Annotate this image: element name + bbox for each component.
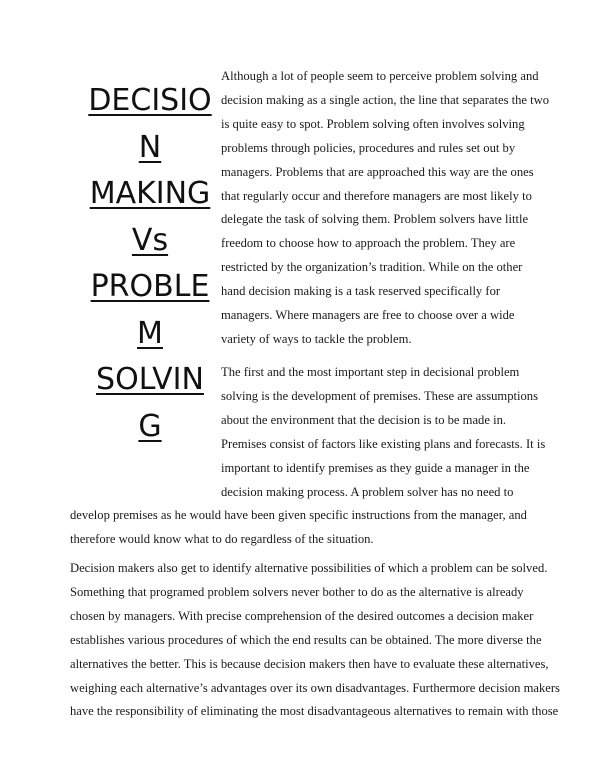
title-line: G (138, 408, 162, 444)
text-line: solving is the development of premises. These are assumptions (221, 388, 539, 403)
text-line: decision making process. A problem solver has no need to (221, 484, 514, 499)
text-line: problems through policies, procedures and rules set out by (221, 140, 516, 155)
text-line: chosen by managers. With precise comprehension of the desired outcomes a decision maker (70, 608, 534, 623)
text-line: about the environment that the decision is to be made in. (221, 412, 507, 427)
text-line: variety of ways to tackle the problem. (221, 331, 412, 346)
text-line: have the responsibility of eliminating the most disadvantageous alternatives to remain with those (70, 704, 559, 719)
text-line: that regularly occur and therefore managers are most likely to (221, 188, 532, 203)
title-line: M (137, 315, 163, 351)
title-line: Vs (131, 222, 169, 258)
text-line: therefore would know what to do regardless of the situation. (70, 532, 374, 547)
text-line: managers. Problems that are approached this way are the ones (221, 164, 534, 179)
text-line: is quite easy to spot. Problem solving often involves solving (221, 116, 525, 131)
text-line: Premises consist of factors like existing plans and forecasts. It is (221, 436, 546, 451)
title-line: PROBLE (90, 269, 210, 304)
text-line: restricted by the organization’s tradition. While on the other (221, 260, 523, 275)
title-line: DECISIO (88, 83, 212, 118)
text-line: decision making as a single action, the line that separates the two (221, 92, 550, 107)
paragraph-premises (70, 361, 546, 552)
title-line: MAKING (89, 176, 211, 211)
text-line: managers. Where managers are free to choose over a wide (221, 308, 515, 323)
text-line: hand decision making is a task reserved specifically for (221, 284, 501, 299)
paragraph-problem-vs-decision (221, 65, 550, 352)
text-line: The first and the most important step in decisional problem (221, 365, 520, 379)
text-line: important to identify premises as they guide a manager in the (221, 460, 530, 475)
text-line: alternatives the better. This is because decision makers then have to evaluate these alternatives, (70, 656, 549, 671)
title-line: SOLVIN (96, 362, 204, 397)
text-line: establishes various procedures of which the end results can be obtained. The more diverse the (70, 632, 542, 647)
text-line: Although a lot of people seem to perceive problem solving and (221, 69, 539, 83)
text-line: develop premises as he would have been given specific instructions from the manager, and (70, 508, 527, 523)
title-line: N (138, 129, 162, 165)
text-line: delegate the task of solving them. Problem solvers have little (221, 212, 529, 227)
paragraph-alternatives (70, 557, 560, 724)
text-line: freedom to choose how to approach the problem. They are (221, 236, 516, 251)
text-line: Something that programed problem solvers never bother to do as the alternative is already (70, 584, 524, 599)
text-line: weighing each alternative’s advantages over its own disadvantages. Furthermore decision makers (70, 680, 560, 695)
text-line: Decision makers also get to identify alternative possibilities of which a problem can be solved. (70, 561, 548, 575)
